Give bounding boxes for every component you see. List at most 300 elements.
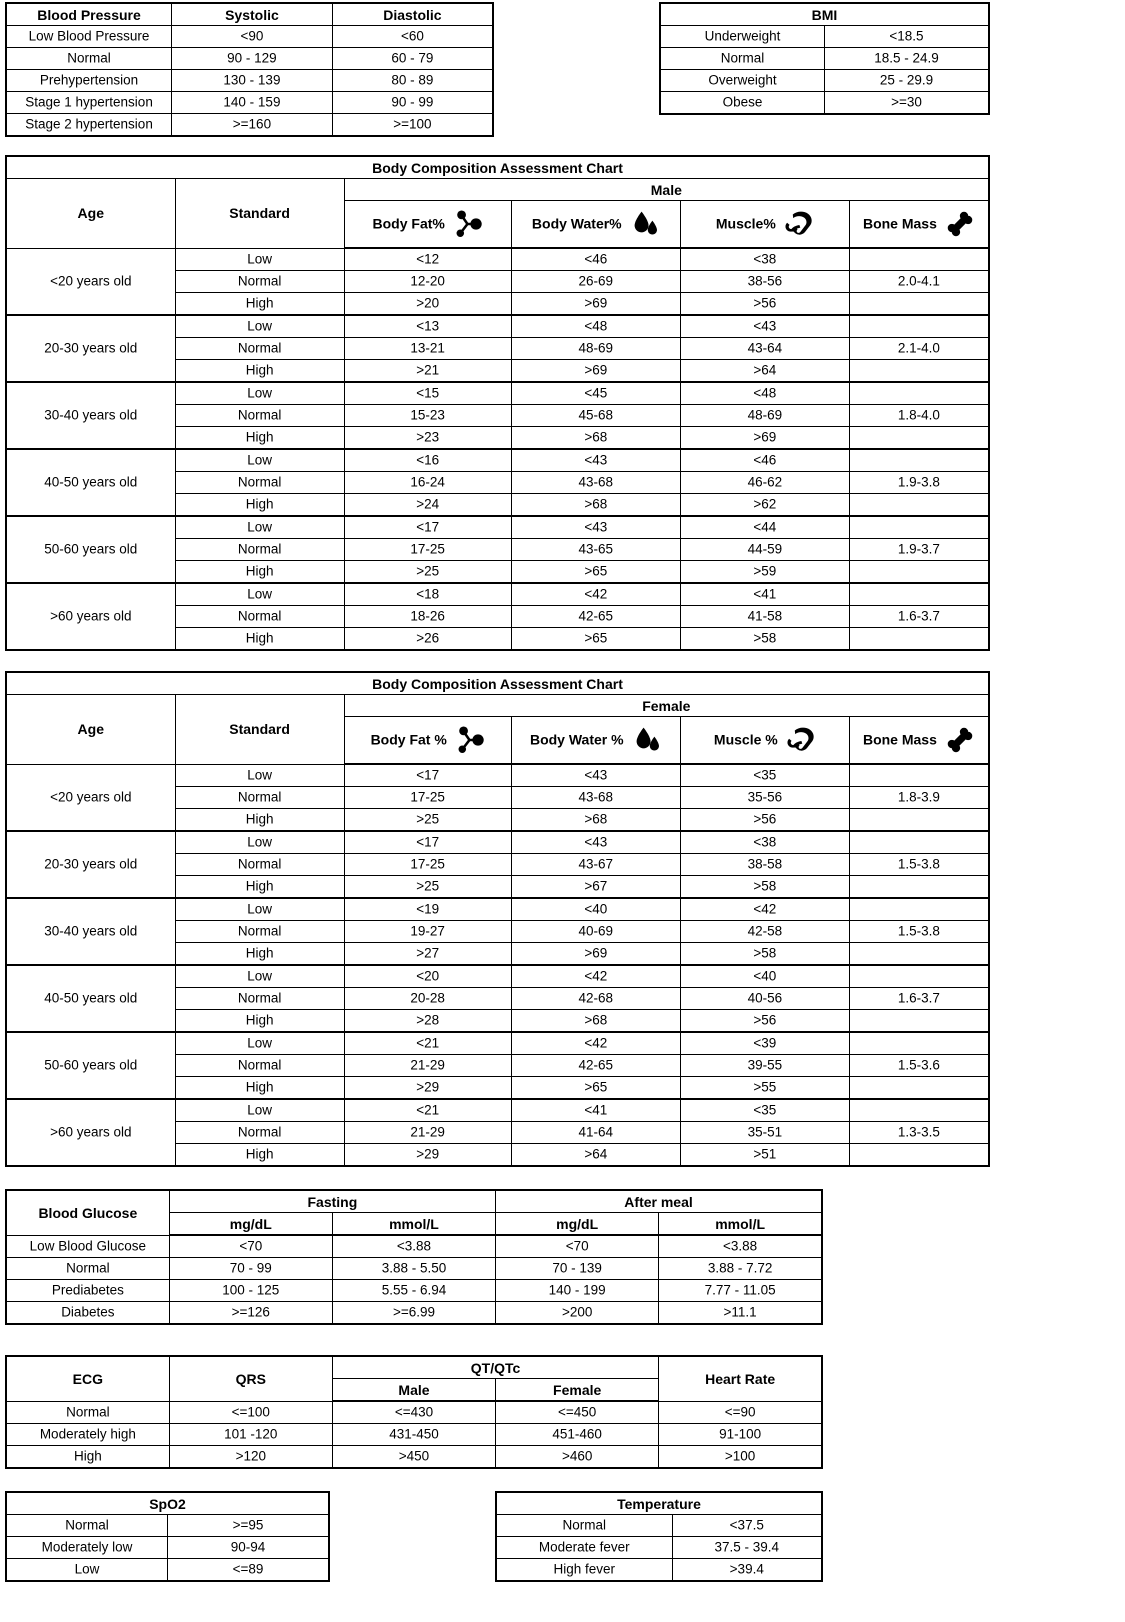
cell [680,787,849,809]
cell-text: <43 [584,519,608,535]
table-title [6,3,172,26]
cell [511,315,680,338]
cell [849,561,989,584]
cell-text: High fever [553,1561,616,1577]
cell-text: Low [247,586,272,602]
cell-text: <42 [584,586,608,602]
cell-text: 38-58 [747,856,783,872]
table-row [6,1032,989,1055]
cell [332,1446,495,1469]
cell [175,965,344,988]
cell [344,898,511,921]
cell-text: High [245,1079,274,1095]
cell [849,831,989,854]
cell-text: 91-100 [719,1426,762,1442]
cell-text: High [73,1448,102,1464]
cell-text: <90 [240,28,264,44]
cell-text: >25 [416,563,440,579]
cell-text: 2.0-4.1 [897,273,940,289]
cell-text: Normal [65,1517,109,1533]
header-cell [175,179,344,249]
cell-text: <40 [584,901,608,917]
cell-text: High [245,295,274,311]
cell-text: Normal [237,856,282,872]
cell-text: 17-25 [410,789,445,805]
cell-text: Diabetes [61,1304,115,1320]
cell-text: 35-56 [747,789,783,805]
cell-text: >58 [753,945,777,961]
cell [680,382,849,405]
cell [849,449,989,472]
cell-text: Blood Pressure [37,6,141,23]
cell-text: High [245,1146,274,1162]
cell-text: 1.8-4.0 [897,407,940,423]
cell-text: Normal [66,1404,110,1420]
water-icon [630,209,660,239]
cell [175,854,344,876]
gender-header [344,179,989,201]
cell-text: >11.1 [723,1304,757,1320]
cell [6,1280,169,1302]
cell [6,114,172,137]
cell-text: Low [247,901,272,917]
cell-text: 21-29 [410,1124,445,1140]
cell-text: 18.5 - 24.9 [874,50,939,66]
cell [175,248,344,271]
cell [169,1258,332,1280]
cell [175,606,344,628]
cell-text: 15-23 [410,407,445,423]
cell-text: >58 [753,878,777,894]
cell [175,561,344,584]
cell [680,1055,849,1077]
cell [344,854,511,876]
cell [511,494,680,517]
cell [6,1515,168,1537]
cell-text: Stage 1 hypertension [25,94,153,110]
cell-text: Body Water% [531,215,622,232]
cell-text: Body Fat% [372,215,445,232]
cell-text: Normal [237,608,282,624]
table-row [6,1302,822,1325]
cell [680,449,849,472]
cell [169,1235,332,1258]
cell-text: Diastolic [383,6,442,23]
cell-text: 20-30 years old [44,856,138,872]
cell [496,1424,659,1446]
cell-text: Male [398,1381,430,1398]
header-cell [659,1356,822,1401]
cell [332,70,493,92]
cell-text: >24 [416,496,440,512]
cell [6,92,172,114]
cell [511,1032,680,1055]
cell-text: Normal [66,1260,110,1276]
cell [511,1144,680,1167]
cell-text: <15 [416,385,440,401]
cell-text: >200 [561,1304,593,1320]
cell-text: 60 - 79 [391,50,434,66]
cell-text: mg/dL [229,1215,272,1232]
cell [175,1077,344,1100]
blood-pressure-section [5,2,494,137]
cell [511,338,680,360]
cell-text: >23 [416,429,440,445]
header-cell [511,201,680,249]
cell [175,1122,344,1144]
cell [175,1144,344,1167]
cell-text: >28 [416,1012,440,1028]
cell-text: >68 [584,811,608,827]
table-row [6,179,989,201]
cell-text: 43-64 [747,340,783,356]
water-icon [632,725,662,755]
cell [172,92,333,114]
cell-text: 42-68 [578,990,614,1006]
cell-text: 80 - 89 [391,72,434,88]
cell [169,1401,332,1424]
cell [344,494,511,517]
cell [680,1032,849,1055]
cell [344,271,511,293]
cell [175,271,344,293]
cell [659,1280,822,1302]
cell [680,628,849,651]
cell [680,764,849,787]
cell [169,1302,332,1325]
cell-text: 5.55 - 6.94 [381,1282,447,1298]
cell-text: Muscle % [713,731,778,748]
cell [175,943,344,966]
cell [511,1122,680,1144]
cell-text: >69 [584,295,608,311]
cell-text: >450 [398,1448,430,1464]
cell-text: <39 [753,1035,777,1051]
cell [332,1258,495,1280]
cell [175,1010,344,1033]
table-row [660,70,989,92]
cell-text: >100 [724,1448,756,1464]
cell [680,1122,849,1144]
cell-text: Age [77,205,104,222]
header-cell [6,695,175,765]
muscle-icon [784,209,814,239]
cell-text: Low [247,1035,272,1051]
cell-text: >25 [416,811,440,827]
cell-text: 40-50 years old [44,990,138,1006]
cell-text: <43 [584,834,608,850]
cell-text: <48 [584,318,608,334]
cell [6,70,172,92]
cell [344,1032,511,1055]
cell-text: 140 - 159 [223,94,281,110]
table-title [6,1190,169,1235]
cell-text: Blood Glucose [38,1204,138,1221]
cell [511,449,680,472]
cell-text: >56 [753,1012,777,1028]
cell [332,114,493,137]
cell [496,1515,672,1537]
cell-text: Body Water % [529,731,624,748]
cell [660,70,825,92]
cell [344,293,511,316]
cell [680,360,849,383]
cell [511,405,680,427]
table-row [660,26,989,48]
cell [344,831,511,854]
cell-text: 41-64 [578,1124,614,1140]
cell-text: Low Blood Pressure [28,28,150,44]
cell [344,561,511,584]
cell-text: 46-62 [747,474,783,490]
cell [175,360,344,383]
age-label [6,831,175,898]
cell-text: 48-69 [747,407,783,423]
header-cell [496,1379,659,1402]
cell-text: Low [247,318,272,334]
cell [511,876,680,899]
bone-icon [945,725,975,755]
cell-text: 12-20 [410,273,445,289]
cell [344,606,511,628]
cell [332,1280,495,1302]
cell [849,248,989,271]
cell-text: <17 [416,834,440,850]
table-title [6,1356,169,1401]
cell [680,472,849,494]
table-row [6,1280,822,1302]
cell [511,943,680,966]
cell [825,26,990,48]
table-row [6,1356,822,1379]
cell [175,315,344,338]
cell [168,1515,330,1537]
table-row [6,382,989,405]
cell [496,1446,659,1469]
cell [6,1235,169,1258]
cell-text: <18.5 [889,28,924,44]
cell-text: <=450 [558,1404,597,1420]
cell [849,1010,989,1033]
cell-text: <70 [565,1238,589,1254]
cell-text: <12 [416,251,440,267]
cell-text: mmol/L [715,1215,766,1232]
header-cell [849,717,989,765]
table-title [6,1492,329,1515]
cell [849,405,989,427]
cell-text: >25 [416,878,440,894]
cell-text: Low [74,1561,100,1577]
cell-text: Normal [237,407,282,423]
cell-text: >=95 [232,1517,264,1533]
cell-text: Underweight [704,28,781,44]
cell-text: Normal [237,789,282,805]
cell-text: >56 [753,295,777,311]
cell [849,1099,989,1122]
cell-text: >27 [416,945,440,961]
cell [680,1077,849,1100]
cell-text: High [245,496,274,512]
cell-text: High [245,1012,274,1028]
cell-text: 40-50 years old [44,474,138,490]
cell [344,1099,511,1122]
cell-text: 1.5-3.6 [897,1057,940,1073]
cell-text: Moderately low [41,1539,133,1555]
cell [344,338,511,360]
cell-text: 18-26 [410,608,445,624]
cell-text: >65 [584,630,608,646]
table-row [6,1446,822,1469]
cell [175,583,344,606]
cell [344,405,511,427]
gender-header [344,695,989,717]
cell [680,921,849,943]
cell [344,516,511,539]
cell [168,1559,330,1582]
cell-text: Female [642,697,691,714]
table-row [6,1258,822,1280]
blood-glucose-table [5,1189,823,1325]
cell [511,472,680,494]
cell [660,26,825,48]
cell [332,1424,495,1446]
blood-pressure-table [5,2,494,137]
cell [344,988,511,1010]
cell [175,338,344,360]
cell [849,787,989,809]
cell-text: QRS [235,1370,266,1387]
cell-text: Moderate fever [538,1539,630,1555]
cell [175,405,344,427]
cell [175,628,344,651]
cell [849,1122,989,1144]
cell [680,248,849,271]
cell [849,1032,989,1055]
cell-text: <20 [416,968,440,984]
cell-text: 1.6-3.7 [897,608,940,624]
cell [344,1055,511,1077]
cell [849,472,989,494]
cell [849,921,989,943]
cell [172,70,333,92]
header-cell [849,201,989,249]
table-row [6,898,989,921]
cell [849,583,989,606]
cell-text: 7.77 - 11.05 [704,1282,776,1298]
header-cell [680,201,849,249]
table-row [6,92,493,114]
header-cell [680,717,849,765]
cell [344,809,511,832]
header-cell [169,1190,495,1213]
header-cell [511,717,680,765]
cell [849,965,989,988]
cell [680,876,849,899]
temperature-table [495,1491,823,1582]
cell-text: 43-68 [578,474,614,490]
cell [496,1258,659,1280]
table-row [6,831,989,854]
cell [680,965,849,988]
cell-text: >39.4 [729,1561,764,1577]
cell-text: <40 [753,968,777,984]
cell [849,382,989,405]
cell [175,539,344,561]
cell-text: <3.88 [396,1238,432,1254]
age-label [6,764,175,831]
cell [344,965,511,988]
cell [659,1258,822,1280]
cell-text: Moderately high [39,1426,136,1442]
cell-text: High [245,362,274,378]
cell-text: Obese [722,94,763,110]
cell-text: <42 [584,1035,608,1051]
cell-text: >21 [416,362,440,378]
cell [659,1446,822,1469]
body-composition-male-section [5,155,1125,651]
cell [175,764,344,787]
cell-text: 43-67 [578,856,614,872]
header-cell [172,3,333,26]
table-row [6,248,989,271]
cell-text: >62 [753,496,777,512]
cell [849,606,989,628]
cell [6,1559,168,1582]
cell [511,1055,680,1077]
cell [344,382,511,405]
cell-text: >59 [753,563,777,579]
header-cell [175,695,344,765]
cell [511,1099,680,1122]
cell [332,1401,495,1424]
cell-text: 90 - 99 [391,94,434,110]
cell [849,764,989,787]
cell-text: <41 [753,586,777,602]
cell-text: High [245,878,274,894]
cell [175,1032,344,1055]
cell [496,1302,659,1325]
cell-text: 39-55 [747,1057,783,1073]
header-cell [169,1356,332,1401]
cell-text: <43 [584,767,608,783]
cell [680,988,849,1010]
cell [6,1446,169,1469]
cell-text: Fasting [307,1193,358,1210]
cell-text: <43 [753,318,777,334]
cell-text: >69 [753,429,777,445]
ecg-section [5,1355,1125,1469]
cell-text: 16-24 [410,474,445,490]
cell [511,539,680,561]
cell-text: <46 [584,251,608,267]
cell [680,583,849,606]
header-cell [496,1213,659,1236]
cell-text: Standard [229,721,290,738]
cell [849,293,989,316]
cell-text: 20-30 years old [44,340,138,356]
cell [172,48,333,70]
cell-text: <21 [416,1035,440,1051]
cell-text: <19 [416,901,440,917]
table-row [660,48,989,70]
cell [680,539,849,561]
table-row [6,26,493,48]
table-title [6,156,989,179]
cell-text: Body Composition Assessment Chart [372,159,623,176]
table-row [496,1537,822,1559]
cell-text: >29 [416,1146,440,1162]
header-cell [332,3,493,26]
